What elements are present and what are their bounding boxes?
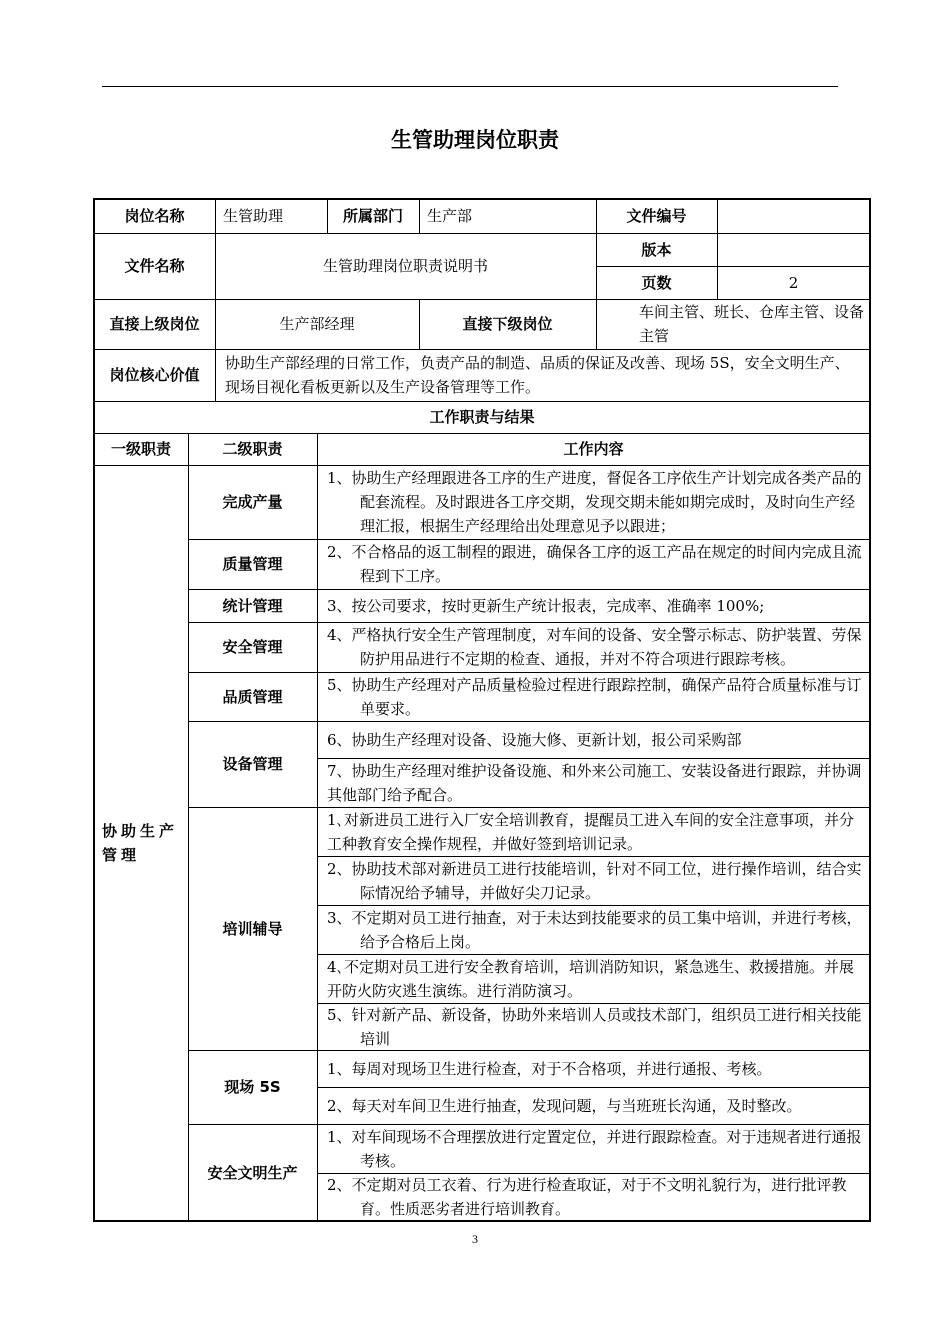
page-title: 生管助理岗位职责 [391,128,559,152]
section-title: 工作职责与结果 [429,408,535,426]
col-level1-header: 一级职责 [110,440,171,458]
duty-item: 1、对车间现场不合理摆放进行定置定位，并进行跟踪检查。对于违规者进行通报考核。 [327,1127,862,1170]
subordinate-value: 车间主管、班长、仓库主管、设备主管 [639,303,865,345]
position-name-value: 生管助理 [223,207,284,225]
duty-group-name: 品质管理 [222,687,283,706]
duty-item: 3、不定期对员工进行抽查，对于未达到技能要求的员工集中培训，并进行考核，给予合格后上岗。 [327,908,862,951]
duty-item: 2、不定期对员工衣着、行为进行检查取证，对于不文明礼貌行为，进行批评教育。性质恶劣者进行培训教育。 [327,1176,847,1218]
core-value-text: 协助生产部经理的日常工作，负责产品的制造、品质的保证及改善、现场 5S，安全文明生产、现场目视化看板更新以及生产设备管理等工作。 [225,354,850,396]
version-label: 版本 [641,240,672,259]
doc-no-label: 文件编号 [626,207,687,225]
col-content-header: 工作内容 [563,440,624,458]
duty-item: 2、每天对车间卫生进行抽查，发现问题，与当班班长沟通，及时整改。 [327,1096,802,1115]
duty-item: 6、协助生产经理对设备、设施大修、更新计划，报公司采购部 [327,730,742,749]
superior-label: 直接上级岗位 [109,315,200,333]
duty-group-name: 安全管理 [222,638,283,656]
subordinate-label: 直接下级岗位 [462,315,553,333]
duty-group-name: 现场 5S [224,1078,281,1096]
core-value-label: 岗位核心价值 [109,366,200,384]
duty-group-name: 培训辅导 [222,919,283,938]
duty-item: 5、针对新产品、新设备，协助外来培训人员或技术部门，组织员工进行相关技能培训 [327,1005,862,1048]
duty-item: 5、协助生产经理对产品质量检验过程进行跟踪控制，确保产品符合质量标准与订单要求。 [327,675,862,718]
duty-group-name: 完成产量 [222,493,283,511]
duty-group-name: 安全文明生产 [207,1163,298,1182]
position-name-label: 岗位名称 [124,207,185,225]
superior-value: 生产部经理 [279,315,355,333]
doc-name-label: 文件名称 [124,257,185,275]
duty-item: 1､对新进员工进行入厂安全培训教育，提醒员工进入车间的安全注意事项，并分工种教育安全操作规程，并做好签到培训记录。 [327,810,855,853]
page-number: 3 [472,1232,478,1246]
duty-item: 1、协助生产经理跟进各工序的生产进度，督促各工序依生产计划完成各类产品的配套流程。及时跟进各工序交期，发现交期未能如期完成时，及时向生产经理汇报，根据生产经理给出处理意见予以跟进； [327,469,862,535]
level1-duty: 协助生产管理 [102,822,179,864]
duty-item: 7、协助生产经理对维护设备设施、和外来公司施工、安装设备进行跟踪，并协调其他部门给予配合。 [327,761,862,804]
duty-group-name: 设备管理 [222,755,283,773]
duty-item: 2、协助技术部对新进员工进行技能培训，针对不同工位，进行操作培训，结合实际情况给予辅导，并做好尖刀记录。 [327,859,862,902]
col-level2-header: 二级职责 [222,440,283,458]
duty-item: 3、按公司要求，按时更新生产统计报表，完成率、准确率 100%; [327,596,765,615]
version-value [717,233,870,266]
duty-group-name: 质量管理 [222,555,283,573]
header-rule [102,86,838,87]
department-label: 所属部门 [342,207,403,225]
pages-value: 2 [788,273,799,292]
duty-group-name: 统计管理 [222,596,283,615]
duty-item: 4､不定期对员工进行安全教育培训，培训消防知识，紧急逃生、救援措施。并展开防火防灾逃生演练。进行消防演习。 [327,957,855,1000]
doc-no-value [717,199,870,233]
department-value: 生产部 [427,207,473,225]
doc-name-value: 生管助理岗位职责说明书 [322,257,488,275]
duty-item: 4、严格执行安全生产管理制度，对车间的设备、安全警示标志、防护装置、劳保防护用品进行不定期的检查、通报，并对不符合项进行跟踪考核。 [327,626,862,668]
pages-label: 页数 [641,273,672,292]
duty-item: 2、不合格品的返工制程的跟进，确保各工序的返工产品在规定的时间内完成且流程到下工序。 [327,543,862,585]
duty-item: 1、每周对现场卫生进行检查，对于不合格项，并进行通报、考核。 [327,1059,772,1078]
